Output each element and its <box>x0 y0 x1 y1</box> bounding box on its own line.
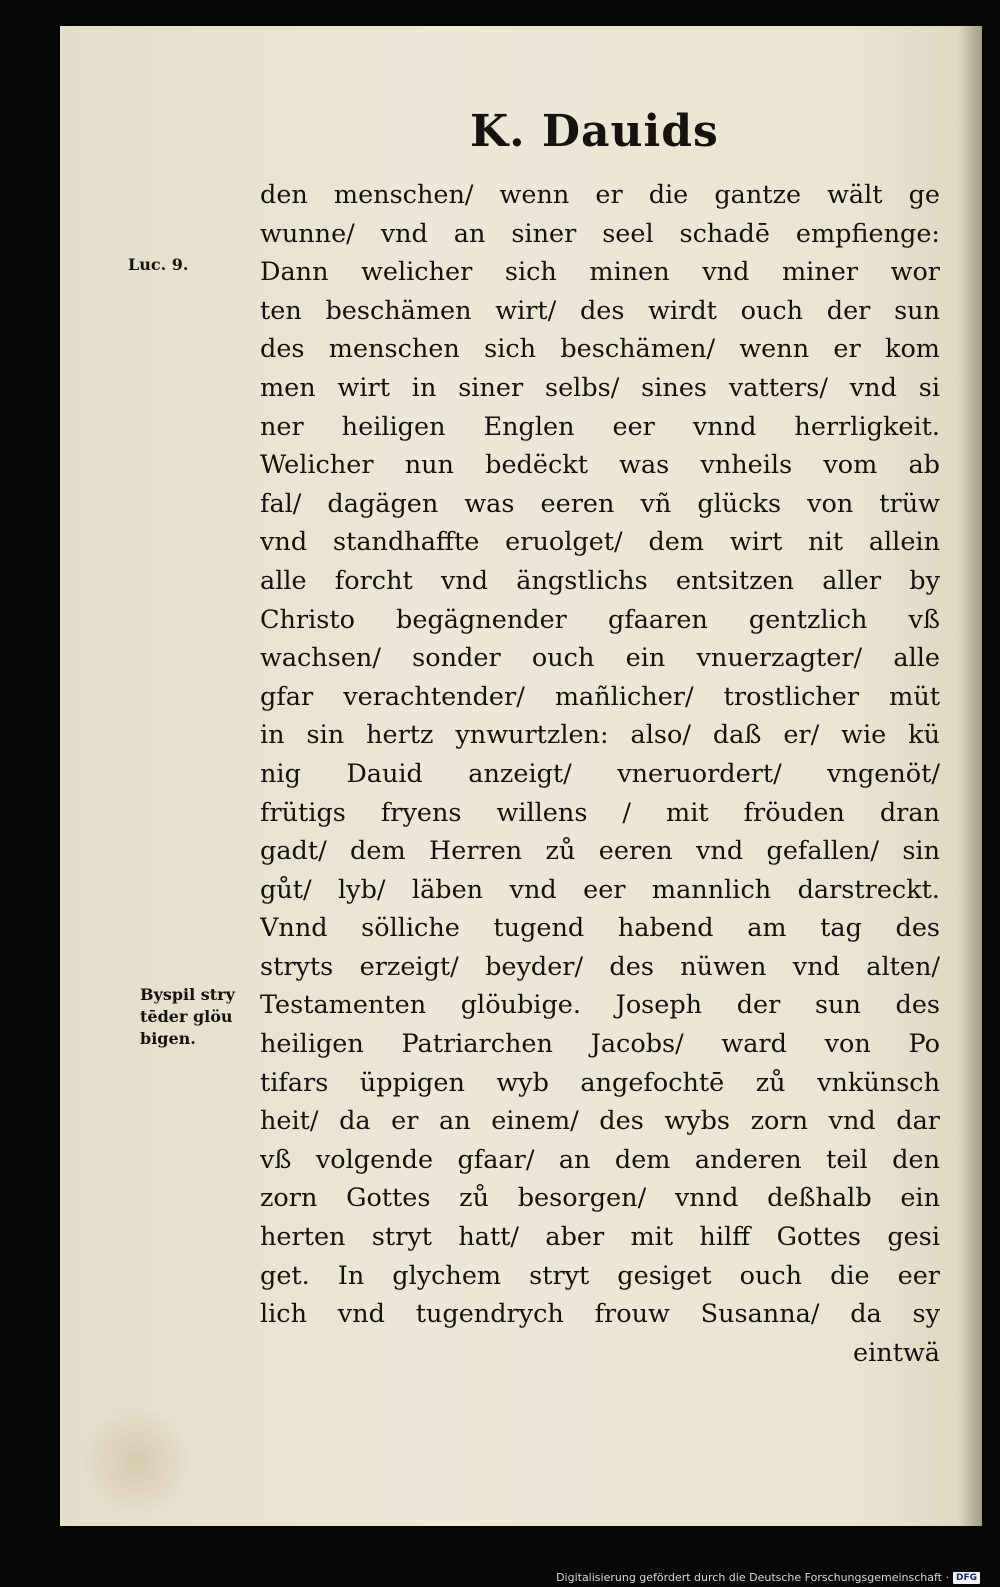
text-line: vnd standhaffte eruolget/ dem wirt nit allein <box>260 527 940 558</box>
margin-note-line: bigen. <box>140 1029 196 1048</box>
text-line: fal/ dagägen was eeren vñ glücks von trüw <box>260 488 940 519</box>
body-text <box>260 176 940 1372</box>
running-head: K. Dauids <box>470 106 719 157</box>
text-line: wachsen/ sonder ouch ein vnuerzagter/ alle <box>260 643 940 674</box>
text-line: in sin hertz ynwurtzlen: also/ daß er/ wie kü <box>260 720 940 751</box>
text-line: ten beschämen wirt/ des wirdt ouch der sun <box>260 295 940 326</box>
text-line: stryts erzeigt/ beyder/ des nüwen vnd alten/ <box>260 951 940 982</box>
margin-note-line: Byspil stry <box>140 985 235 1004</box>
text-line: Testamenten glöubige. Joseph der sun des <box>260 990 940 1021</box>
page-spine-shadow <box>958 26 982 1526</box>
text-line: tifars üppigen wyb angefochtē zů vnkünsch <box>260 1067 940 1098</box>
text-line: Dann welicher sich minen vnd miner wor <box>260 257 940 288</box>
text-line: heiligen Patriarchen Jacobs/ ward von Po <box>260 1029 940 1060</box>
text-line: wunne/ vnd an siner seel schadē empfienge: <box>260 218 940 249</box>
text-line: frütigs fryens willens / mit fröuden dran <box>260 797 940 828</box>
text-line: zorn Gottes zů besorgen/ vnnd deßhalb ein <box>260 1183 940 1214</box>
margin-note-byspil <box>140 984 260 1050</box>
dfg-logo-icon: DFG <box>953 1572 980 1584</box>
text-line: Christo begägnender gfaaren gentzlich vß <box>260 604 940 635</box>
paper-stain <box>82 1406 192 1516</box>
text-line: den menschen/ wenn er die gantze wält ge <box>260 180 940 210</box>
text-line: herten stryt hatt/ aber mit hilff Gottes gesi <box>260 1222 940 1253</box>
text-line: ner heiligen Englen eer vnnd herrligkeit. <box>260 411 940 442</box>
text-line: lich vnd tugendrych frouw Susanna/ da sy <box>260 1299 940 1330</box>
catchword: eintwä <box>853 1337 940 1368</box>
text-line: Welicher nun bedëckt was vnheils vom ab <box>260 450 940 481</box>
text-line: Vnnd sölliche tugend habend am tag des <box>260 913 940 944</box>
text-line: gadt/ dem Herren zů eeren vnd gefallen/ sin <box>260 836 940 867</box>
text-line: alle forcht vnd ängstlichs entsitzen aller by <box>260 565 940 596</box>
text-line: nig Dauid anzeigt/ vneruordert/ vngenöt/ <box>260 758 940 789</box>
text-line: heit/ da er an einem/ des wybs zorn vnd dar <box>260 1106 940 1137</box>
margin-note-luc: Luc. 9. <box>128 255 189 274</box>
text-line: gfar verachtender/ mañlicher/ trostlicher müt <box>260 681 940 712</box>
text-line: gůt/ lyb/ läben vnd eer mannlich darstreckt. <box>260 874 940 905</box>
digitization-footer <box>556 1571 980 1584</box>
text-line: get. In glychem stryt gesiget ouch die eer <box>260 1260 940 1291</box>
book-page <box>60 26 982 1526</box>
text-line: des menschen sich beschämen/ wenn er kom <box>260 334 940 365</box>
margin-note-line: tēder glöu <box>140 1007 233 1026</box>
text-line: vß volgende gfaar/ an dem anderen teil den <box>260 1144 940 1175</box>
footer-credit: Digitalisierung gefördert durch die Deutsche Forschungsgemeinschaft · <box>556 1571 949 1584</box>
text-line: men wirt in siner selbs/ sines vatters/ vnd si <box>260 372 940 403</box>
